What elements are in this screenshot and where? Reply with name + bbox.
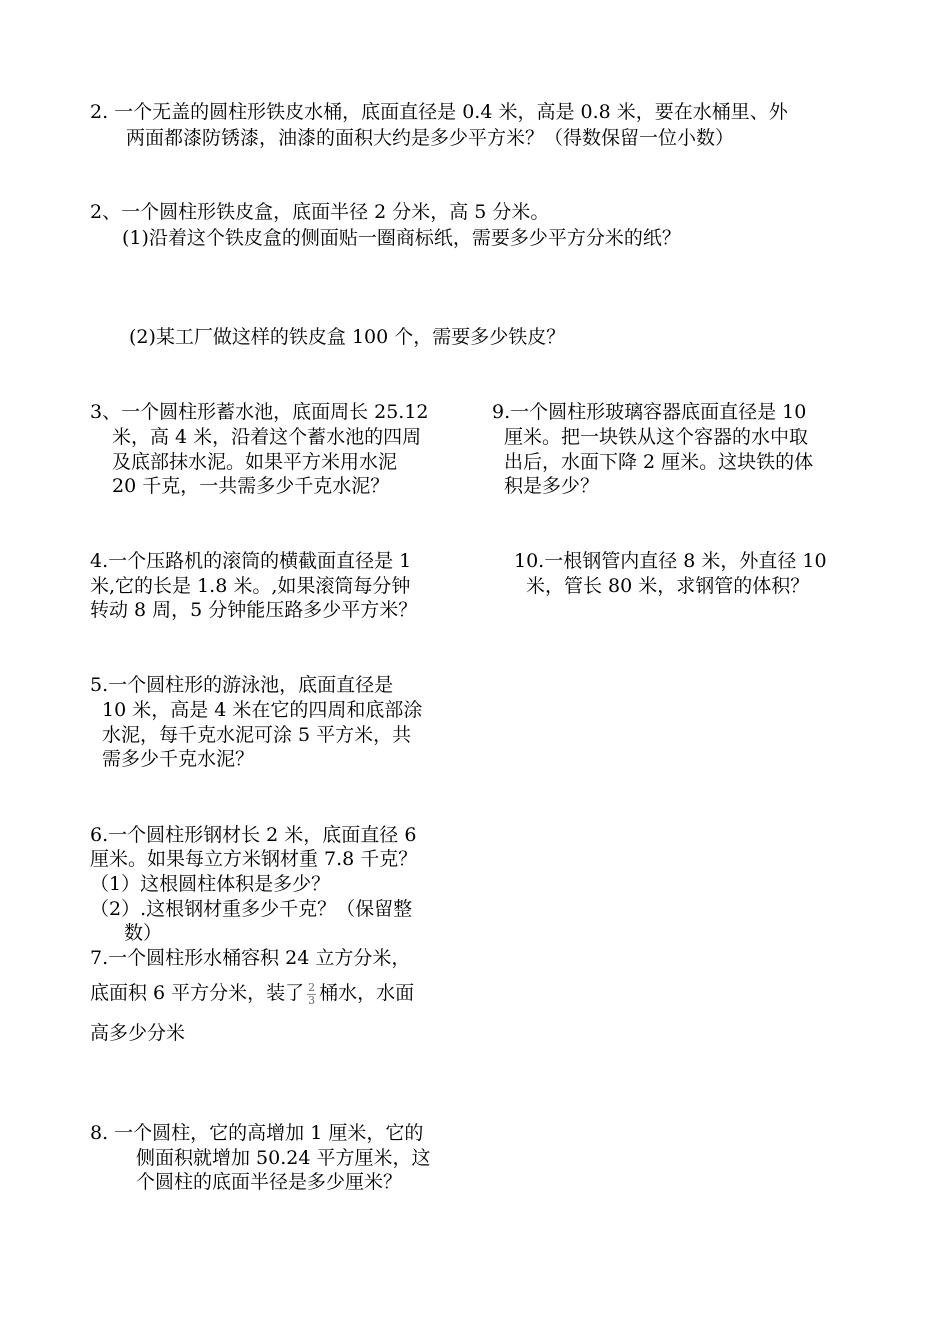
q7-line2-pre: 底面积 6 平方分米，装了 [90, 982, 305, 1004]
q2b-line1: 2、一个圆柱形铁皮盒，底面半径 2 分米，高 5 分米。 [90, 201, 550, 223]
q9-line2: 厘米。把一块铁从这个容器的水中取 [504, 426, 809, 448]
q4-line1: 4.一个压路机的滚筒的横截面直径是 1 [90, 550, 412, 572]
q2a-line2: 两面都漆防锈漆，油漆的面积大约是多少平方米？（得数保留一位小数） [126, 127, 735, 149]
q10-line2: 米，管长 80 米，求钢管的体积？ [526, 575, 810, 597]
q4-line2: 米,它的长是 1.8 米。,如果滚筒每分钟 [90, 575, 411, 597]
q3-line3: 及底部抹水泥。如果平方米用水泥 [112, 451, 398, 473]
q3-line4: 20 千克，一共需多少千克水泥？ [112, 475, 390, 497]
q6-line5: 数） [124, 922, 163, 944]
q6-line1: 6.一个圆柱形钢材长 2 米，底面直径 6 [90, 824, 417, 846]
q7-line1: 7.一个圆柱形水桶容积 24 立方分米， [90, 947, 411, 969]
q7-line2 [90, 980, 414, 1007]
q5-line1: 5.一个圆柱形的游泳池，底面直径是 [90, 674, 394, 696]
q10-line1: 10.一根钢管内直径 8 米，外直径 10 [514, 550, 827, 572]
q7-line2-post: 桶水，水面 [319, 982, 415, 1004]
q5-line2: 10 米，高是 4 米在它的四周和底部涂 [102, 699, 423, 721]
q6-line2: 厘米。如果每立方米钢材重 7.8 千克？ [90, 848, 418, 870]
q3-line1: 3、一个圆柱形蓄水池，底面周长 25.12 [90, 401, 429, 423]
q8-line3: 个圆柱的底面半径是多少厘米？ [136, 1171, 403, 1193]
q2a-line1: 2. 一个无盖的圆柱形铁皮水桶，底面直径是 0.4 米，高是 0.8 米，要在水桶里、外 [90, 101, 788, 123]
q2b-line3: (2)某工厂做这样的铁皮盒 100 个，需要多少铁皮？ [129, 326, 566, 348]
q5-line3: 水泥，每千克水泥可涂 5 平方米，共 [102, 724, 412, 746]
q9-line1: 9.一个圆柱形玻璃容器底面直径是 10 [492, 401, 807, 423]
fraction-denominator: 3 [308, 993, 316, 1007]
fraction-numerator: 2 [308, 980, 316, 994]
q6-line3: （1）这根圆柱体积是多少？ [90, 873, 331, 895]
q5-line4: 需多少千克水泥？ [102, 748, 255, 770]
q4-line3: 转动 8 周，5 分钟能压路多少平方米？ [90, 599, 418, 621]
q9-line3: 出后，水面下降 2 厘米。这块铁的体 [504, 451, 814, 473]
q7-line3: 高多少分米 [90, 1022, 186, 1044]
q9-line4: 积是多少？ [504, 475, 600, 497]
q3-line2: 米，高 4 米，沿着这个蓄水池的四周 [112, 426, 422, 448]
q6-line4: （2）.这根钢材重多少千克？（保留整 [90, 898, 413, 920]
q8-line1: 8. 一个圆柱，它的高增加 1 厘米，它的 [90, 1122, 424, 1144]
q2b-line2: (1)沿着这个铁皮盒的侧面贴一圈商标纸，需要多少平方分米的纸？ [122, 227, 681, 249]
q8-line2: 侧面积就增加 50.24 平方厘米，这 [136, 1147, 431, 1169]
two-thirds-fraction [307, 982, 316, 1007]
